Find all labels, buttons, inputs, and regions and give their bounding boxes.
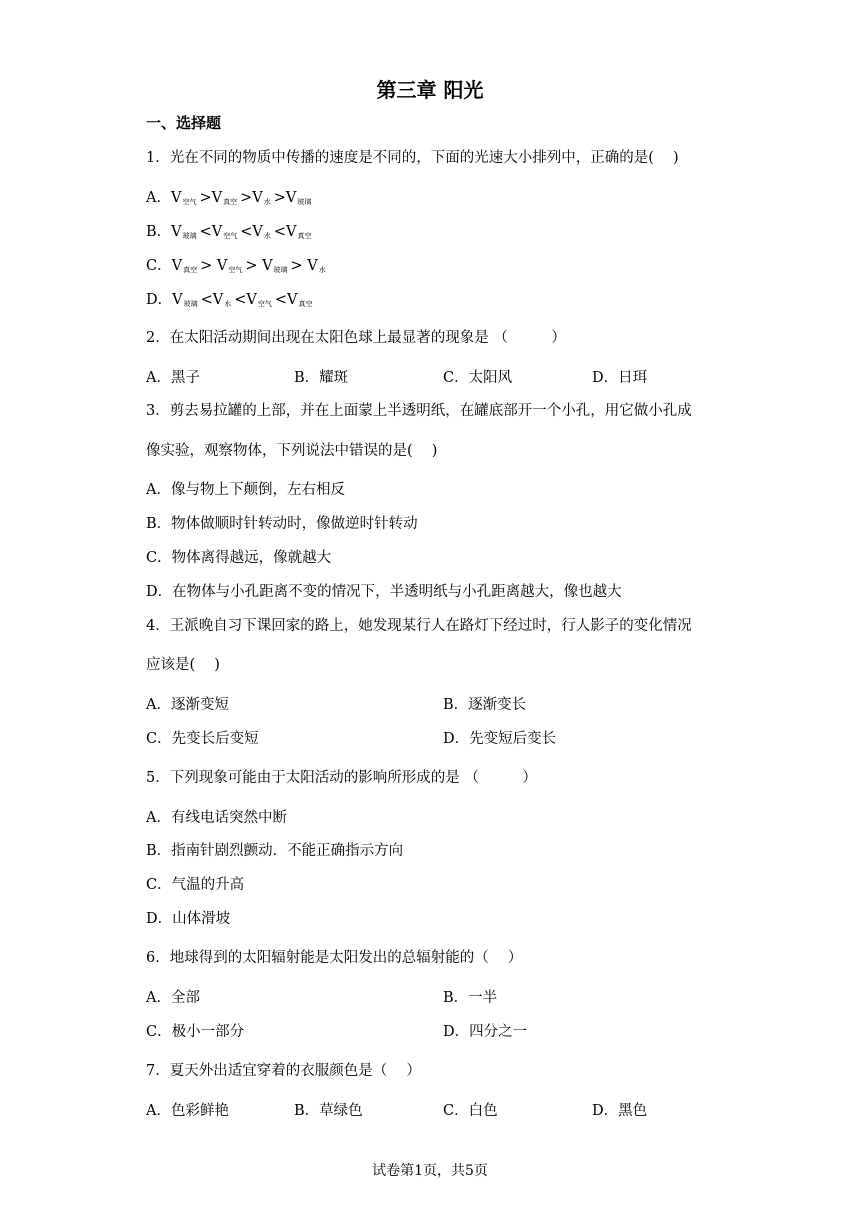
question-4-option-c: C．先变长后变短 bbox=[146, 731, 259, 747]
question-4-option-d: D．先变短后变长 bbox=[443, 731, 557, 747]
question-3-stem-line-1: 3．剪去易拉罐的上部，并在上面蒙上半透明纸，在罐底部开一个小孔，用它做小孔成 bbox=[146, 403, 692, 419]
question-4-option-a: A．逐渐变短 bbox=[146, 697, 229, 713]
question-3-option-c: C．物体离得越远，像就越大 bbox=[146, 550, 332, 566]
question-7-option-c: C．白色 bbox=[443, 1103, 498, 1119]
question-3-stem-line-2: 像实验，观察物体，下列说法中错误的是( ) bbox=[146, 443, 438, 459]
question-3-option-b: B．物体做顺时针转动时，像做逆时针转动 bbox=[146, 516, 418, 532]
question-1-option-d: D．$V_{玻璃} <V_水 <V_{空气} <V_{真空}$ bbox=[146, 292, 313, 308]
question-1-option-a: A．$V_{空气} >V_{真空} >V_水 >V_{玻璃}$ bbox=[146, 190, 312, 206]
question-7-stem: 7．夏天外出适宜穿着的衣服颜色是（ ） bbox=[146, 1063, 421, 1079]
question-2-option-d: D．日珥 bbox=[592, 370, 648, 386]
question-3-option-a: A．像与物上下颠倒，左右相反 bbox=[146, 482, 345, 498]
question-6-option-b: B．一半 bbox=[443, 990, 498, 1006]
question-2-option-c: C．太阳风 bbox=[443, 370, 513, 386]
question-1-option-b: B．$V_{玻璃} <V_{空气} <V_水 <V_{真空}$ bbox=[146, 224, 312, 240]
question-1-option-c: C．$V_{真空} > V_{空气} > V_{玻璃} > V_水$ bbox=[146, 258, 326, 274]
question-4-stem-line-2: 应该是( ) bbox=[146, 657, 220, 673]
question-3-option-d: D．在物体与小孔距离不变的情况下，半透明纸与小孔距离越大，像也越大 bbox=[146, 584, 622, 600]
question-5-option-a: A．有线电话突然中断 bbox=[146, 810, 287, 826]
question-6-option-c: C．极小一部分 bbox=[146, 1024, 245, 1040]
question-7-option-b: B．草绿色 bbox=[294, 1103, 363, 1119]
question-5-option-b: B．指南针剧烈颤动．不能正确指示方向 bbox=[146, 843, 404, 859]
question-7-option-d: D．黑色 bbox=[592, 1103, 648, 1119]
question-6-option-d: D．四分之一 bbox=[443, 1024, 528, 1040]
page-footer: 试卷第1页，共5页 bbox=[372, 1163, 488, 1179]
question-6-stem: 6．地球得到的太阳辐射能是太阳发出的总辐射能的（ ） bbox=[146, 950, 523, 966]
question-2-option-a: A．黑子 bbox=[146, 370, 200, 386]
question-6-option-a: A．全部 bbox=[146, 990, 200, 1006]
question-5-option-c: C．气温的升高 bbox=[146, 877, 245, 893]
question-4-stem-line-1: 4．王派晚自习下课回家的路上，她发现某行人在路灯下经过时，行人影子的变化情况 bbox=[146, 618, 692, 634]
question-4-option-b: B．逐渐变长 bbox=[443, 697, 527, 713]
question-2-stem: 2．在太阳活动期间出现在太阳色球上最显著的现象是 （ ） bbox=[146, 330, 566, 346]
section-heading: 一、选择题 bbox=[146, 114, 222, 132]
question-2-option-b: B．耀斑 bbox=[294, 370, 349, 386]
question-5-option-d: D．山体滑坡 bbox=[146, 911, 231, 927]
question-7-option-a: A．色彩鲜艳 bbox=[146, 1103, 229, 1119]
question-5-stem: 5．下列现象可能由于太阳活动的影响所形成的是 （ ） bbox=[146, 770, 537, 786]
page-title: 第三章 阳光 bbox=[376, 78, 484, 102]
question-1-stem: 1．光在不同的物质中传播的速度是不同的，下面的光速大小排列中，正确的是( ) bbox=[146, 150, 679, 166]
